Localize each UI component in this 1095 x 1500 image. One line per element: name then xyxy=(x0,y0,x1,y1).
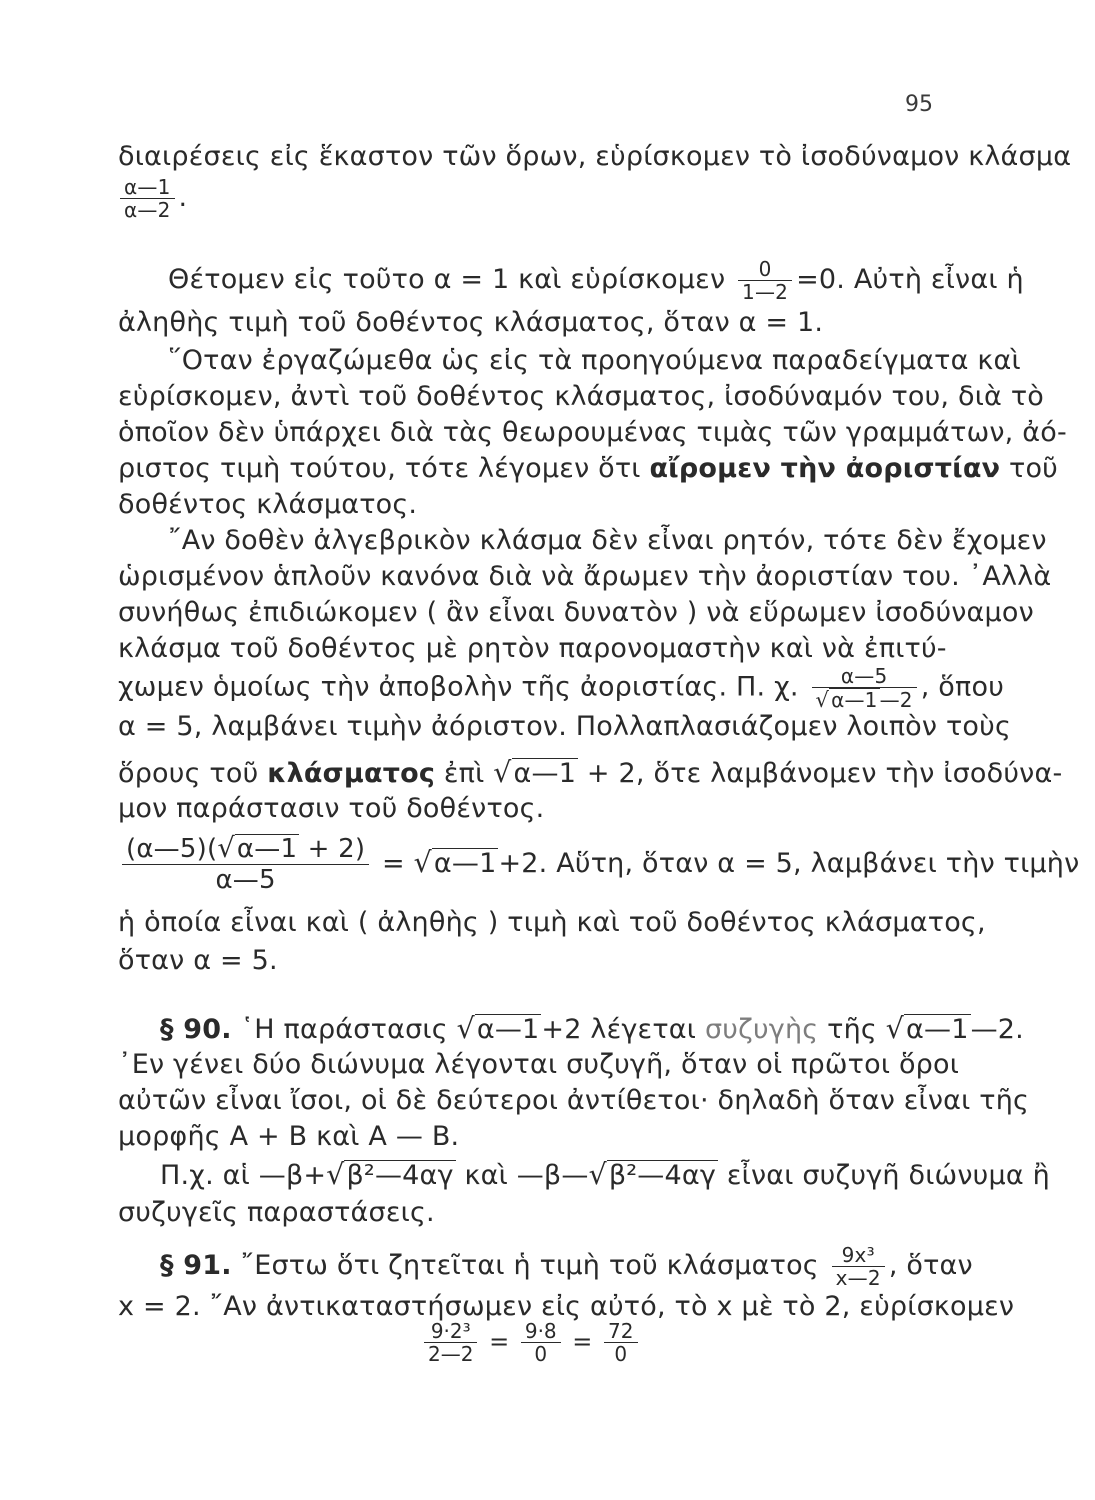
text-line-24: μορφῆς Α + Β καὶ Α — Β. xyxy=(118,1121,460,1152)
equals-sign: = xyxy=(572,1327,593,1356)
text-line-26: συζυγεῖς παραστάσεις. xyxy=(118,1197,435,1228)
denominator: 2—2 xyxy=(428,1342,474,1366)
text-line-21 xyxy=(160,1012,1024,1047)
text-segment: +2. Αὕτη, ὅταν α = 5, λαμβάνει τὴν τιμὴν xyxy=(498,848,1080,879)
denominator: α—2 xyxy=(124,198,171,222)
text-line-8 xyxy=(118,452,1058,486)
fraction-expanded xyxy=(122,834,369,895)
text-line-13: κλάσμα τοῦ δοθέντος μὲ ρητὸν παρονομαστὴν καὶ νὰ ἐπιτύ- xyxy=(118,633,947,664)
text-line-3 xyxy=(168,258,1024,303)
text-segment: καὶ —β— xyxy=(464,1160,589,1191)
radicand: β²—4αγ xyxy=(608,1160,717,1191)
text-segment: ῎Εστω ὅτι ζητεῖται ἡ τιμὴ τοῦ κλάσματος xyxy=(240,1250,819,1281)
radicand: α—1 xyxy=(513,758,577,789)
text-line-1: διαιρέσεις εἰς ἕκαστον τῶν ὅρων, εὑρίσκομεν τὸ ἰσοδύναμον κλάσμα xyxy=(118,141,1072,172)
text-line-18 xyxy=(118,834,1079,895)
bold-term: αἴρομεν τὴν ἀοριστίαν xyxy=(649,453,1001,484)
radical-sign: √ xyxy=(326,1158,345,1191)
period: . xyxy=(178,182,188,213)
text-line-11: ὡρισμένον ἁπλοῦν κανόνα διὰ νὰ ἄρωμεν τὴν ἀοριστίαν του. ᾿Αλλὰ xyxy=(118,561,1052,592)
radical-sign: √ xyxy=(885,1012,905,1045)
radical-sign: √ xyxy=(217,833,235,864)
radicand: α—1 xyxy=(236,834,298,864)
section-marker: § 91. xyxy=(160,1250,232,1281)
text-segment: , ὅπου xyxy=(920,671,1005,703)
numerator xyxy=(122,834,369,865)
text-segment: Θέτομεν εἰς τοῦτο α = 1 καὶ εὑρίσκομεν xyxy=(168,264,726,295)
text-line-5: ῞Οταν ἐργαζώμεθα ὡς εἰς τὰ προηγούμενα παραδείγματα καὶ xyxy=(168,345,1021,376)
fraction-a1-a2 xyxy=(120,176,175,221)
radicand: β²—4αγ xyxy=(346,1160,454,1191)
formula-line xyxy=(420,1320,642,1365)
text-segment: , ὅταν xyxy=(888,1250,973,1281)
text-line-28: x = 2. ῎Αν ἀντικαταστήσωμεν εἰς αὐτό, τὸ x μὲ τὸ 2, εὑρίσκομεν xyxy=(118,1291,1015,1322)
num-part: (α—5)( xyxy=(126,834,218,864)
text-line-2 xyxy=(116,176,187,221)
text-segment: ὅρους τοῦ xyxy=(118,758,259,789)
radicand: α—1 xyxy=(906,1014,969,1045)
denominator: 1—2 xyxy=(742,280,789,304)
page-number: 95 xyxy=(905,92,933,117)
text-line-27 xyxy=(160,1244,973,1289)
fraction-9x3 xyxy=(832,1244,885,1289)
numerator: 9x³ xyxy=(832,1244,885,1267)
text-line-25 xyxy=(160,1158,1050,1193)
text-segment: =0. Αὐτὴ εἶναι ἡ xyxy=(796,264,1024,295)
text-line-4: ἀληθὴς τιμὴ τοῦ δοθέντος κλάσματος, ὅταν α = 1. xyxy=(118,307,824,338)
numerator: 9·8 xyxy=(521,1320,561,1343)
faded-term: συζυγὴς xyxy=(704,1014,819,1045)
radical-sign: √ xyxy=(493,756,512,789)
text-line-15: α = 5, λαμβάνει τιμὴν ἀόριστον. Πολλαπλασιάζομεν λοιπὸν τοὺς xyxy=(118,711,1011,742)
text-line-14 xyxy=(118,665,1004,711)
radicand: α—1 xyxy=(433,848,497,879)
radicand: α—1 xyxy=(831,688,878,712)
numerator: α—5 xyxy=(812,665,917,688)
text-line-10: ῎Αν δοθὲν ἀλγεβρικὸν κλάσμα δὲν εἶναι ρητόν, τότε δὲν ἔχομεν xyxy=(168,525,1047,556)
fraction-3 xyxy=(604,1320,637,1365)
text-segment: Π.χ. αἱ —β+ xyxy=(160,1160,327,1191)
fraction-radical xyxy=(812,665,917,711)
denominator: 0 xyxy=(534,1342,548,1366)
text-line-17: μον παράστασιν τοῦ δοθέντος. xyxy=(118,793,545,824)
text-line-7: ὁποῖον δὲν ὑπάρχει διὰ τὰς θεωρουμένας τιμὰς τῶν γραμμάτων, ἀό- xyxy=(118,417,1067,448)
bold-term: κλάσματος xyxy=(267,758,436,789)
numerator: 9·2³ xyxy=(424,1320,477,1343)
numerator: 72 xyxy=(604,1320,637,1343)
text-segment: +2 λέγεται xyxy=(541,1014,697,1045)
radicand: α—1 xyxy=(476,1014,540,1045)
denominator: x—2 xyxy=(835,1266,881,1290)
text-segment: ῾Η παράστασις xyxy=(240,1014,448,1045)
text-segment: χωμεν ὁμοίως τὴν ἀποβολὴν τῆς ἀοριστίας. Π. χ. xyxy=(118,671,799,703)
text-segment: ριστος τιμὴ τούτου, τότε λέγομεν ὅτι xyxy=(118,453,641,484)
denominator: 0 xyxy=(614,1342,628,1366)
section-marker: § 90. xyxy=(160,1014,232,1045)
fraction-1 xyxy=(424,1320,477,1365)
radical-sign: √ xyxy=(413,846,432,879)
text-line-23: αὐτῶν εἶναι ἴσοι, οἱ δὲ δεύτεροι ἀντίθετοι· δηλαδὴ ὅταν εἶναι τῆς xyxy=(118,1085,1030,1116)
equals-sign: = xyxy=(382,848,405,879)
num-part: + 2) xyxy=(299,834,366,864)
text-line-20: ὅταν α = 5. xyxy=(118,945,278,976)
fraction-2 xyxy=(521,1320,561,1365)
text-line-9: δοθέντος κλάσματος. xyxy=(118,489,418,520)
text-segment: τοῦ xyxy=(1008,453,1058,484)
text-line-12: συνήθως ἐπιδιώκομεν ( ἂν εἶναι δυνατὸν ) νὰ εὕρωμεν ἰσοδύναμον xyxy=(118,597,1034,628)
radical-sign: √ xyxy=(815,688,830,712)
numerator: 0 xyxy=(738,258,792,281)
text-line-16 xyxy=(118,756,1062,791)
text-segment: + 2, ὅτε λαμβάνομεν τὴν ἰσοδύνα- xyxy=(586,758,1063,789)
text-line-22: ᾿Εν γένει δύο διώνυμα λέγονται συζυγῆ, ὅταν οἱ πρῶτοι ὅροι xyxy=(118,1049,960,1080)
fraction-zero xyxy=(738,258,792,303)
radical-sign: √ xyxy=(456,1012,475,1045)
numerator: α—1 xyxy=(120,176,175,199)
radical-sign: √ xyxy=(588,1158,607,1191)
text-segment: —2. xyxy=(970,1014,1024,1045)
text-segment: ἐπὶ xyxy=(443,758,485,789)
text-segment: εἶναι συζυγῆ διώνυμα ἢ xyxy=(726,1160,1050,1191)
text-line-19: ἡ ὁποία εἶναι καὶ ( ἀληθὴς ) τιμὴ καὶ τοῦ δοθέντος κλάσματος, xyxy=(118,907,986,938)
den-tail: —2 xyxy=(879,688,913,712)
denominator: α—5 xyxy=(215,865,276,895)
denominator xyxy=(812,688,917,711)
text-line-6: εὑρίσκομεν, ἀντὶ τοῦ δοθέντος κλάσματος, ἰσοδύναμόν του, διὰ τὸ xyxy=(118,381,1045,412)
text-segment: τῆς xyxy=(827,1014,877,1045)
equals-sign: = xyxy=(489,1327,510,1356)
